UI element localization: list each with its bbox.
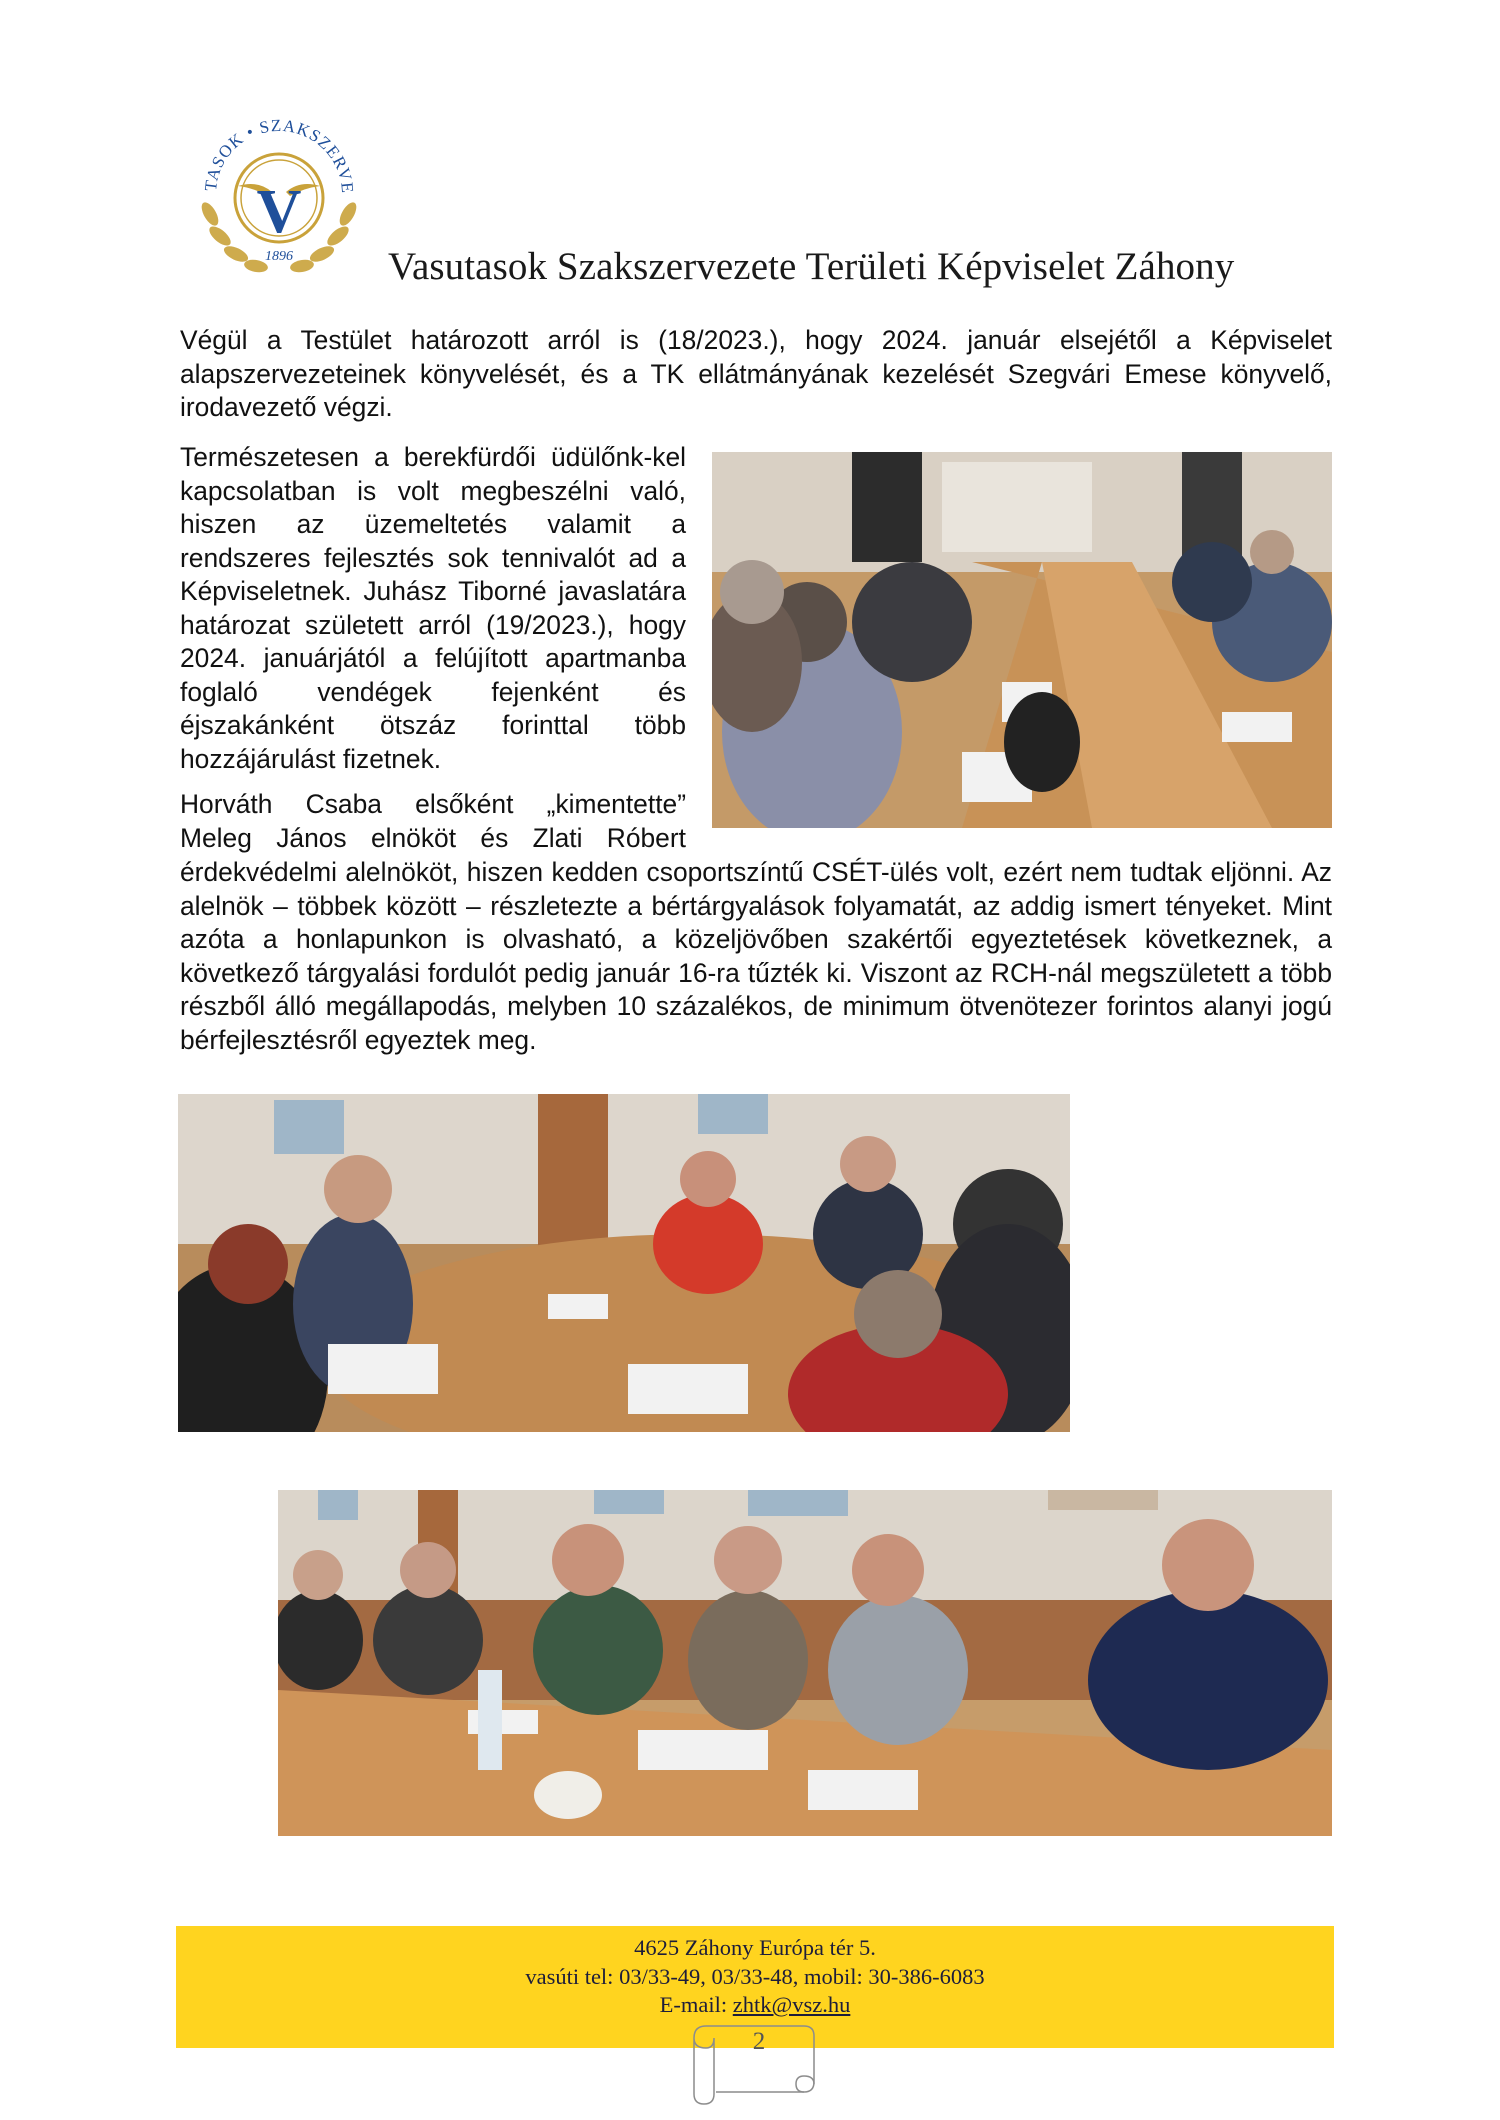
- paragraph-resort: Természetesen a berekfürdői üdülőnk-kel kapcsolatban is volt megbeszélni való, hiszen az üzemeltetés valamit a rendszeres fejlesztés sok tennivalót ad a Képviseletnek. Juhász Tiborné javaslatára határozat született arról (19/2023.), hogy 2024. januárjától a felújított apartmanba foglaló vendégek fejenként és éjszakánként ötszáz forinttal több hozzájárulást fizetnek.: [180, 442, 686, 774]
- logo-letter: V: [256, 178, 302, 246]
- footer-phones: vasúti tel: 03/33-49, 03/33-48, mobil: 30-386-6083: [525, 1963, 985, 1989]
- union-logo: [186, 94, 372, 280]
- scroll-icon: [686, 2012, 826, 2106]
- paragraph-excuse-rest: érdekvédelmi alelnököt, hiszen kedden csoportszíntű CSÉT-ülés volt, ezért nem tudtak eljönni. Az alelnök – többek között – részletezte a bértárgyalások folyamatát, az addig ismert tényeket. Mint azóta a honlapunkon is olvasható, a közeljövőben szakértői egyeztetések következnek, a következő tárgyalási fordulót pedig január 16-ra tűzték ki. Viszont az RCH-nál megszületett a több részből álló megállapodás, melyben 10 százalékos, de minimum ötvenötezer forintos alanyi jogú bérfejlesztésről egyeztek meg.: [180, 857, 1332, 1055]
- footer-address: 4625 Záhony Európa tér 5.: [634, 1935, 876, 1960]
- page-title: Vasutasok Szakszervezete Területi Képviselet Záhony: [388, 245, 1235, 288]
- meeting-photo-round-table: [178, 1094, 1070, 1432]
- footer-email-link[interactable]: zhtk@vsz.hu: [732, 1992, 851, 2017]
- meeting-photo-long-table: [712, 452, 1332, 828]
- paragraph-decision: Végül a Testület határozott arról is (18/2023.), hogy 2024. január elsejétől a Képviselet alapszervezeteinek könyvelését, és a TK ellátmányának kezelését Szegvári Emese könyvelő, irodavezető végzi.: [180, 325, 1332, 422]
- meeting-photo-participants: [278, 1490, 1332, 1836]
- page-number: 2: [752, 2028, 766, 2055]
- paragraph-excuse-start: Horváth Csaba elsőként „kimentette” Meleg János elnököt és Zlati Róbert: [180, 789, 686, 853]
- footer-email-label: E-mail:: [659, 1992, 733, 2017]
- logo-year: 1896: [265, 249, 293, 264]
- logo-ring-text: TASOK • SZAKSZERVE: [200, 115, 358, 195]
